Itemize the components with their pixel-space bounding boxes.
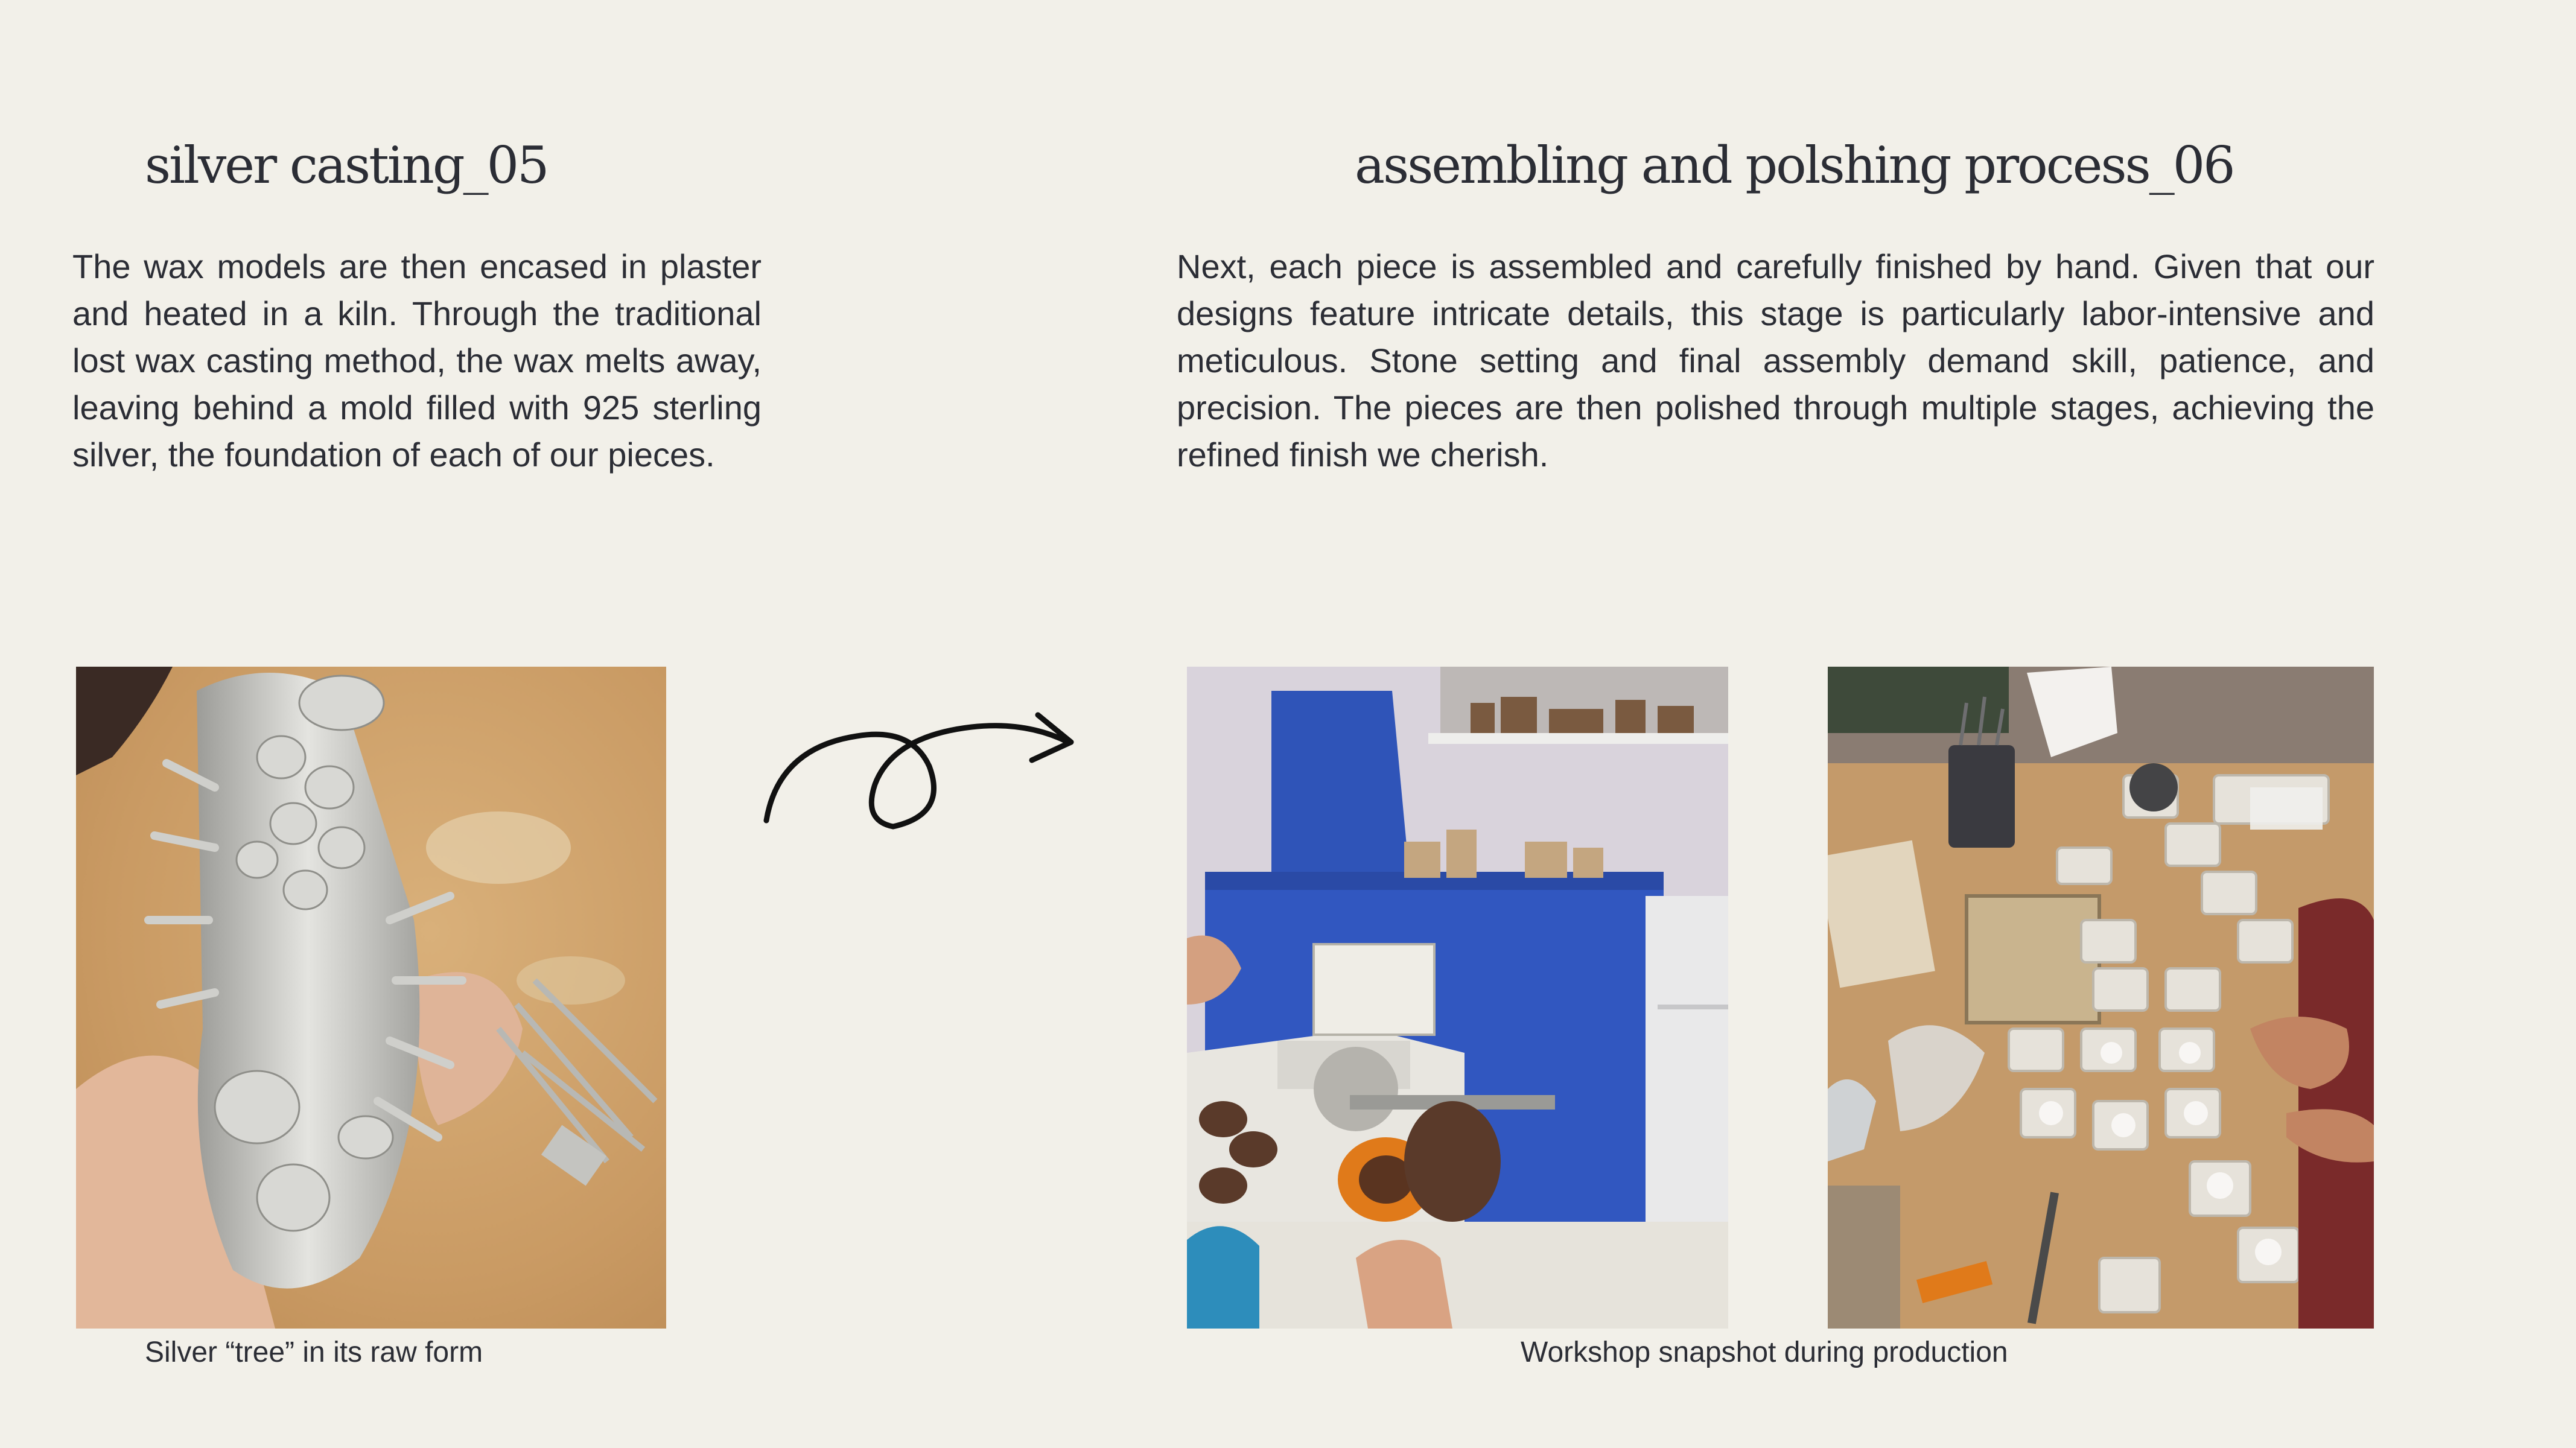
curly-arrow-right-icon (754, 700, 1080, 845)
assembling-polishing-description: Next, each piece is assembled and carefully finished by hand. Given that our designs feature intricate details, this stage is particularly labor-intensive and meticulous. Stone setting and final assembly demand skill, patience, and precision. The pieces are then polished through multiple stages, achieving the refined finish we cherish. (1177, 247, 2374, 474)
polishing-machine-photo (1187, 667, 1728, 1329)
section-title-silver-casting: silver casting_05 (145, 136, 548, 195)
silver-tree-caption: Silver “tree” in its raw form (145, 1336, 483, 1368)
section-title-assembling-polishing: assembling and polshing process_06 (1355, 136, 2234, 195)
workshop-caption: Workshop snapshot during production (1521, 1336, 2008, 1368)
silver-casting-description: The wax models are then encased in plaster and heated in a kiln. Through the traditional lost wax casting method, the wax melts away, leaving behind a mold filled with 925 sterling silver, the foundation of each of our pieces. (72, 247, 762, 474)
workbench-photo (1828, 667, 2374, 1329)
silver-tree-photo (76, 667, 666, 1329)
